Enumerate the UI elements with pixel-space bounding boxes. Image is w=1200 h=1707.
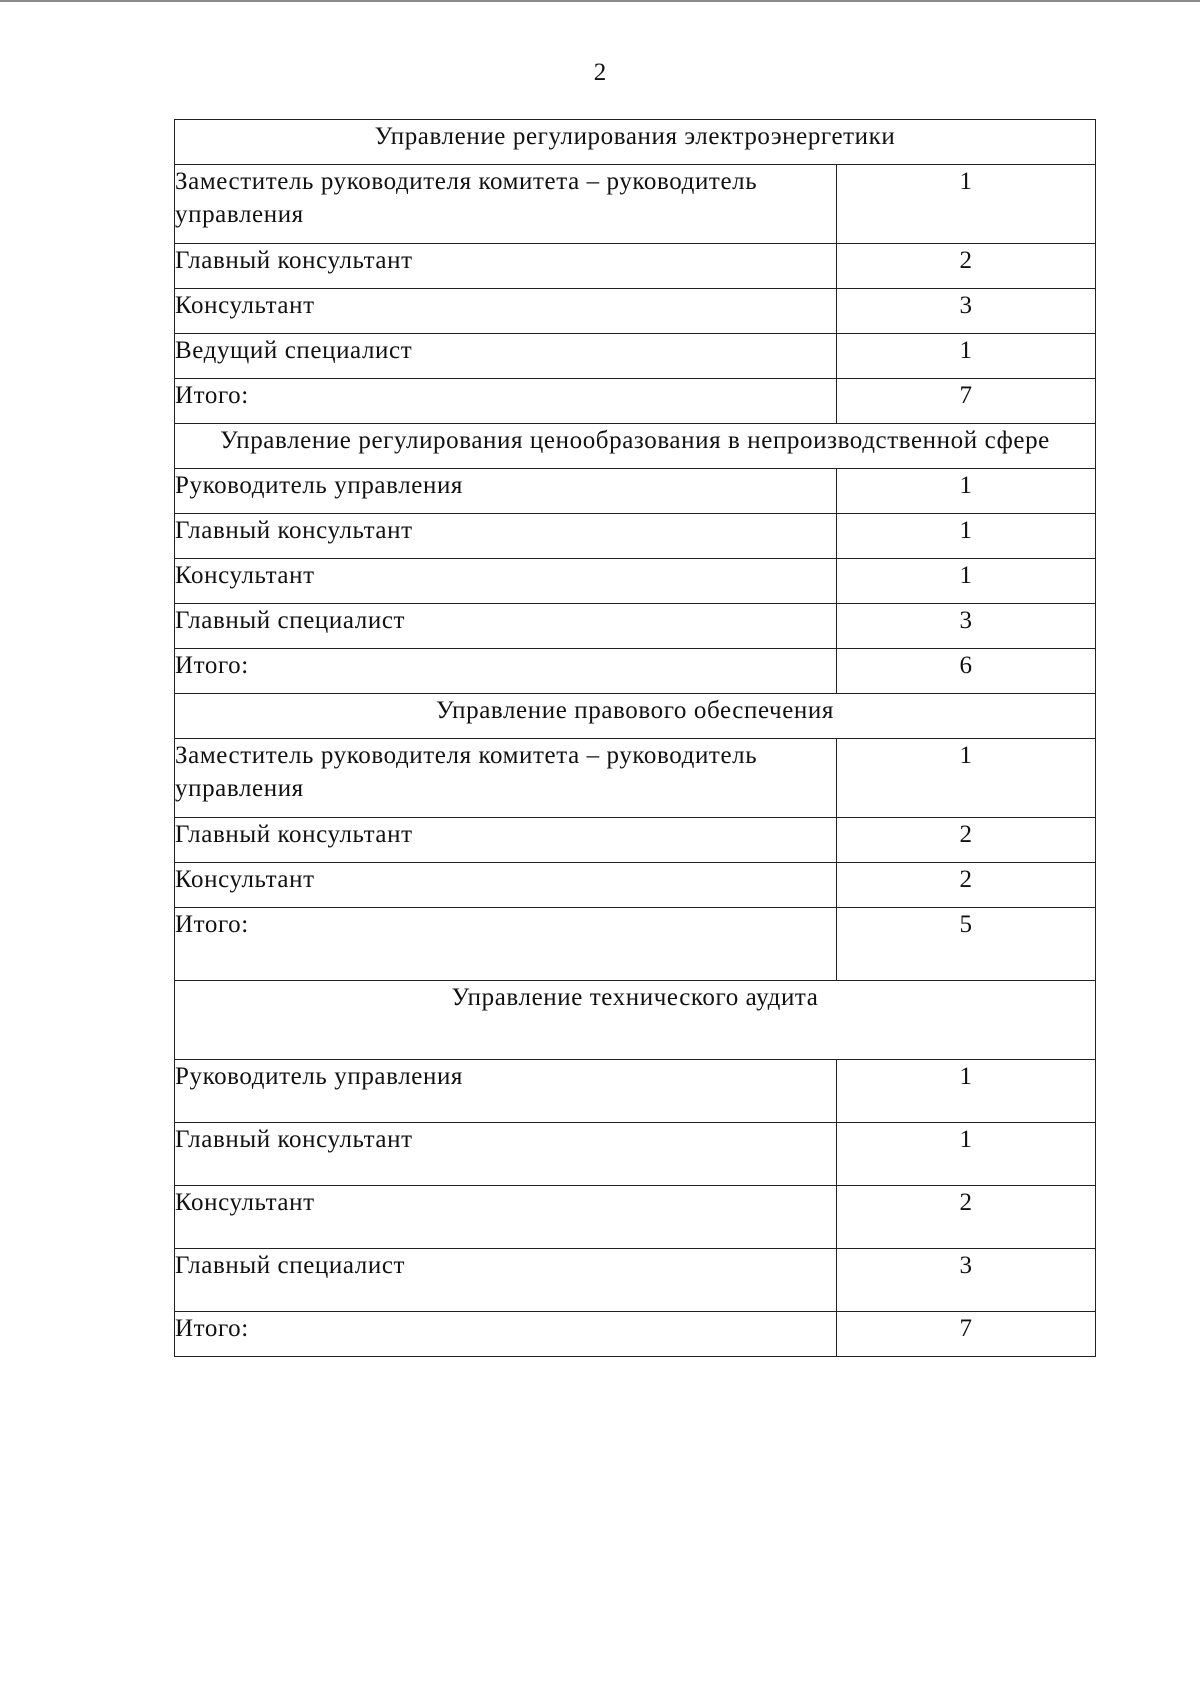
section-title: Управление технического аудита [175,981,1096,1060]
position-cell: Главный специалист [175,604,837,649]
section-header-row [175,120,1096,165]
total-row [175,908,1096,981]
count-cell: 3 [837,1249,1096,1312]
position-cell: Консультант [175,1186,837,1249]
position-cell: Главный консультант [175,1123,837,1186]
total-label-cell: Итого: [175,908,837,981]
total-row [175,379,1096,424]
count-cell: 1 [837,334,1096,379]
total-label-cell: Итого: [175,379,837,424]
count-cell: 3 [837,289,1096,334]
count-cell: 1 [837,1123,1096,1186]
table-row [175,818,1096,863]
table-row [175,1060,1096,1123]
table-row [175,863,1096,908]
total-label-cell: Итого: [175,1312,837,1357]
count-cell: 1 [837,559,1096,604]
table-row [175,334,1096,379]
table-row [175,604,1096,649]
table-row [175,514,1096,559]
total-count-cell: 7 [837,1312,1096,1357]
staffing-table [174,119,1096,1357]
table-row [175,244,1096,289]
total-count-cell: 7 [837,379,1096,424]
count-cell: 1 [837,1060,1096,1123]
position-cell: Главный консультант [175,818,837,863]
total-row [175,1312,1096,1357]
position-cell: Консультант [175,289,837,334]
count-cell: 1 [837,514,1096,559]
table-row [175,1123,1096,1186]
total-count-cell: 6 [837,649,1096,694]
position-cell: Главный консультант [175,244,837,289]
page-number: 2 [593,59,607,86]
position-cell: Консультант [175,863,837,908]
total-row [175,649,1096,694]
position-cell: Заместитель руководителя комитета – руководитель управления [175,739,837,818]
position-cell: Главный специалист [175,1249,837,1312]
table-row [175,469,1096,514]
count-cell: 2 [837,244,1096,289]
count-cell: 1 [837,739,1096,818]
count-cell: 1 [837,469,1096,514]
count-cell: 1 [837,165,1096,244]
section-header-row [175,694,1096,739]
position-cell: Главный консультант [175,514,837,559]
section-header-row [175,981,1096,1060]
section-title: Управление регулирования ценообразования в непроизводственной сфере [175,424,1096,469]
position-cell: Руководитель управления [175,469,837,514]
total-label-cell: Итого: [175,649,837,694]
count-cell: 2 [837,863,1096,908]
table-row [175,1186,1096,1249]
count-cell: 2 [837,1186,1096,1249]
position-cell: Руководитель управления [175,1060,837,1123]
count-cell: 2 [837,818,1096,863]
top-border-line [0,0,1200,2]
table-row [175,1249,1096,1312]
table-row [175,559,1096,604]
table-row [175,289,1096,334]
position-cell: Консультант [175,559,837,604]
section-title: Управление правового обеспечения [175,694,1096,739]
section-title: Управление регулирования электроэнергетики [175,120,1096,165]
total-count-cell: 5 [837,908,1096,981]
table-row [175,165,1096,244]
position-cell: Ведущий специалист [175,334,837,379]
position-cell: Заместитель руководителя комитета – руководитель управления [175,165,837,244]
section-header-row [175,424,1096,469]
count-cell: 3 [837,604,1096,649]
table-row [175,739,1096,818]
